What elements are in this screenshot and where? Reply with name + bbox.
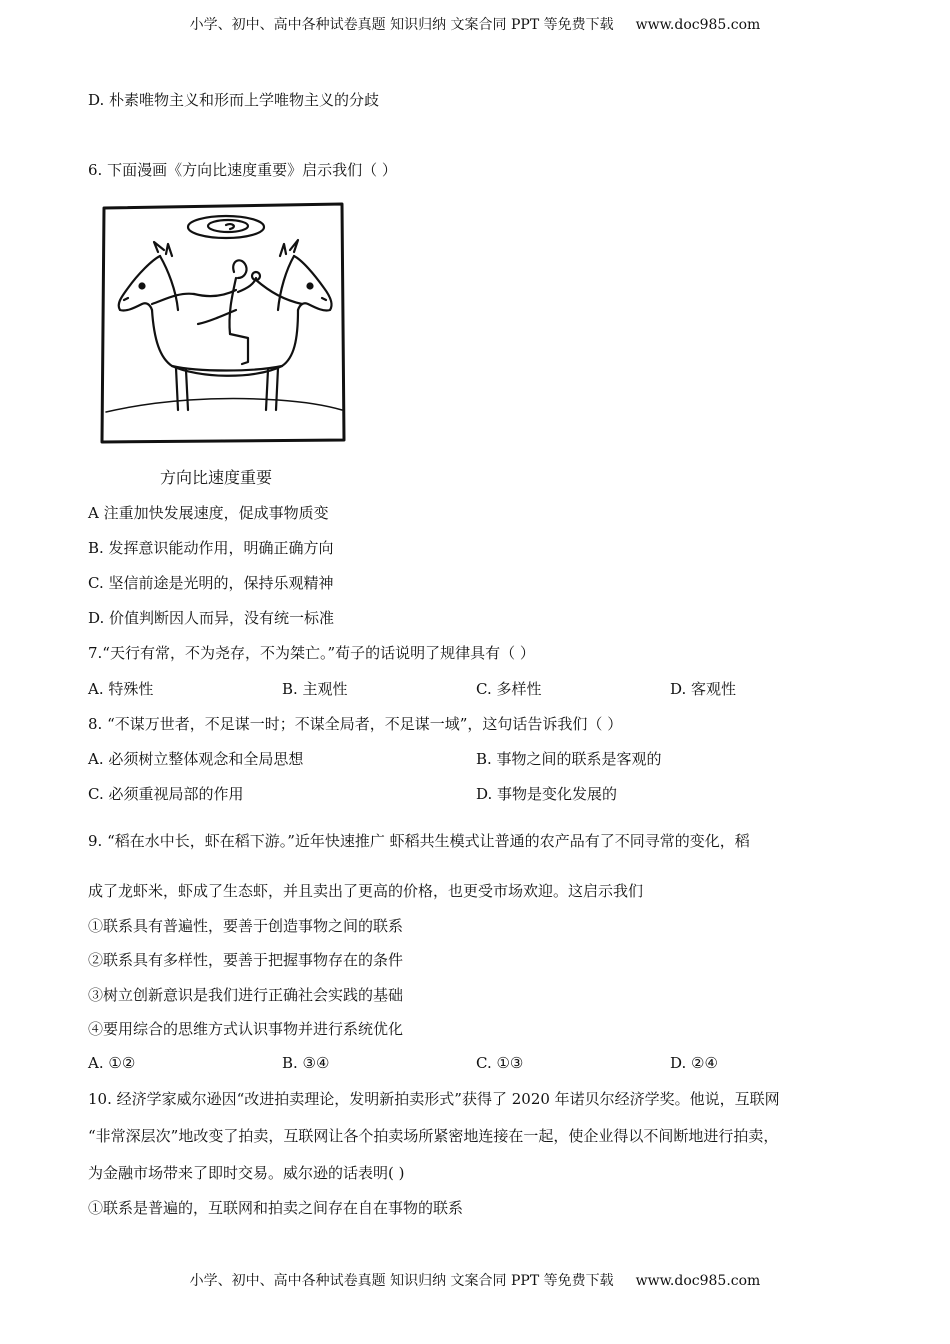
q9-option-d: D. ②④	[670, 1054, 718, 1072]
footer-text: 小学、初中、高中各种试卷真题 知识归纳 文案合同 PPT 等免费下载	[189, 1273, 614, 1289]
q6-option-b: B. 发挥意识能动作用，明确正确方向	[88, 539, 334, 557]
q7-option-a: A. 特殊性	[88, 680, 154, 698]
q9-option-b: B. ③④	[282, 1054, 330, 1072]
q9-option-c: C. ①③	[476, 1054, 524, 1072]
q9-stem-line1: 9. “稻在水中长，虾在稻下游。”近年快速推广 虾稻共生模式让普通的农产品有了不同寻常的变化，稻	[88, 832, 750, 850]
page-footer	[0, 1270, 950, 1290]
q5-option-d: D. 朴素唯物主义和形而上学唯物主义的分歧	[88, 91, 380, 109]
q7-stem: 7.“天行有常，不为尧存，不为桀亡。”荀子的话说明了规律具有（ ）	[88, 644, 535, 662]
q8-stem: 8. “不谋万世者，不足谋一时；不谋全局者，不足谋一域”，这句话告诉我们（ ）	[88, 715, 623, 733]
q10-stem-line3: 为金融市场带来了即时交易。威尔逊的话表明( )	[88, 1164, 405, 1182]
q10-stem-line1: 10. 经济学家威尔逊因“改进拍卖理论，发明新拍卖形式”获得了 2020 年诺贝尔经济学奖。他说，互联网	[88, 1090, 780, 1108]
q8-option-d: D. 事物是变化发展的	[476, 785, 618, 803]
footer-site-link[interactable]: www.doc985.com	[635, 1273, 761, 1289]
q9-statement-2: ②联系具有多样性，要善于把握事物存在的条件	[88, 951, 404, 969]
q10-stem-line2: “非常深层次”地改变了拍卖，互联网让各个拍卖场所紧密地连接在一起，使企业得以不间断地进行拍卖，	[88, 1127, 779, 1145]
q6-option-a: A 注重加快发展速度，促成事物质变	[88, 504, 329, 522]
page-header	[0, 14, 950, 34]
q9-stem-line2: 成了龙虾米，虾成了生态虾，并且卖出了更高的价格，也更受市场欢迎。这启示我们	[88, 882, 644, 900]
header-site-link[interactable]: www.doc985.com	[635, 17, 761, 33]
q7-option-d: D. 客观性	[670, 680, 737, 698]
q8-option-c: C. 必须重视局部的作用	[88, 785, 244, 803]
q7-option-c: C. 多样性	[476, 680, 542, 698]
q7-option-b: B. 主观性	[282, 680, 348, 698]
cartoon-image	[98, 200, 348, 446]
q6-option-c: C. 坚信前途是光明的，保持乐观精神	[88, 574, 334, 592]
q8-option-a: A. 必须树立整体观念和全局思想	[88, 750, 304, 768]
q10-statement-1: ①联系是普遍的，互联网和拍卖之间存在自在事物的联系	[88, 1199, 464, 1217]
q9-statement-4: ④要用综合的思维方式认识事物并进行系统优化	[88, 1020, 404, 1038]
q9-statement-1: ①联系具有普遍性，要善于创造事物之间的联系	[88, 917, 404, 935]
q9-option-a: A. ①②	[88, 1054, 136, 1072]
q8-option-b: B. 事物之间的联系是客观的	[476, 750, 662, 768]
header-text: 小学、初中、高中各种试卷真题 知识归纳 文案合同 PPT 等免费下载	[189, 17, 614, 33]
q9-statement-3: ③树立创新意识是我们进行正确社会实践的基础	[88, 986, 404, 1004]
q6-option-d: D. 价值判断因人而异，没有统一标准	[88, 609, 335, 627]
q6-stem: 6. 下面漫画《方向比速度重要》启示我们（ ）	[88, 161, 397, 179]
cartoon-caption: 方向比速度重要	[160, 468, 273, 487]
